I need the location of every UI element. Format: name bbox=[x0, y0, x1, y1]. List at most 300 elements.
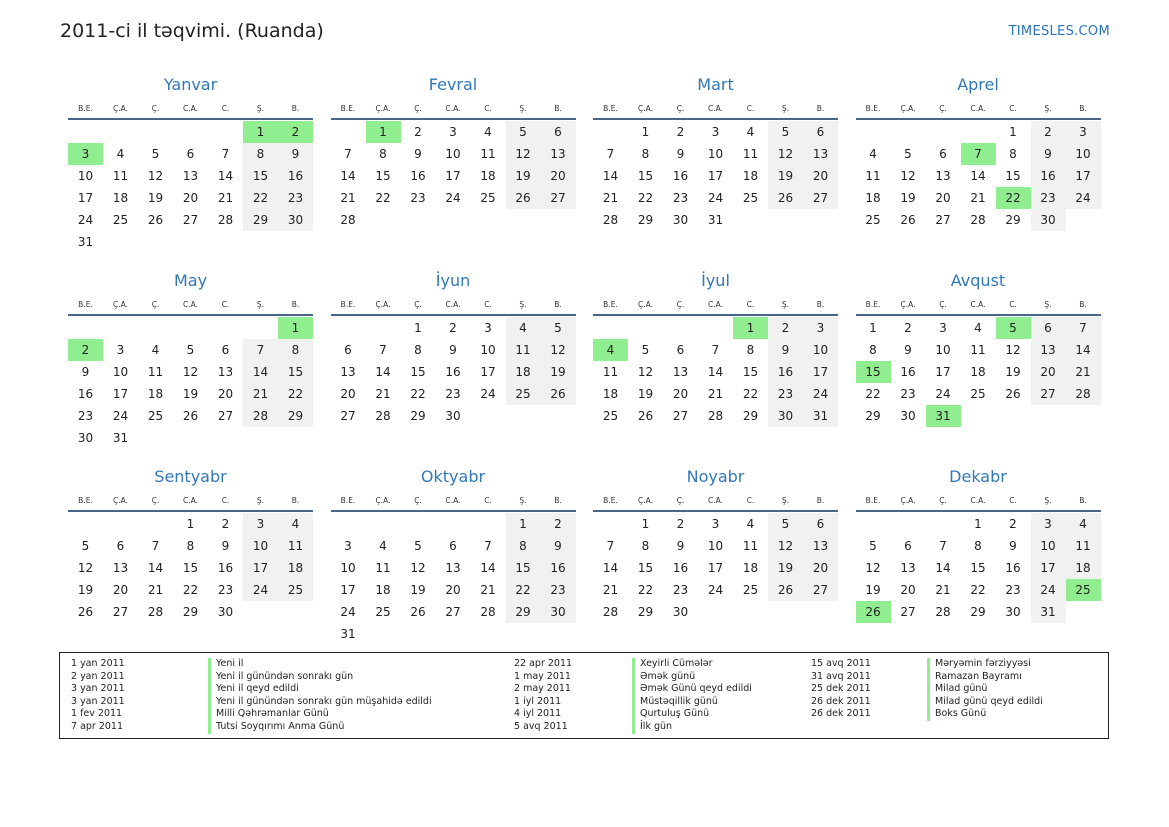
weekday-label: Ş. bbox=[781, 104, 790, 113]
weekday-label: Ş. bbox=[519, 300, 527, 309]
day-cell: 9 bbox=[768, 339, 803, 361]
day-cell: 20 bbox=[900, 583, 916, 597]
day-cell: 6 bbox=[676, 343, 685, 357]
legend-holiday-name: Yeni il günündən sonrakı gün müşahidə edildi bbox=[208, 696, 432, 709]
weekday-label: B.E. bbox=[340, 104, 356, 113]
day-cell: 24 bbox=[707, 191, 724, 205]
day-cell: 20 bbox=[445, 583, 461, 597]
weekday-label: B. bbox=[816, 104, 825, 113]
day-cell: 15 bbox=[637, 561, 654, 575]
day-cell: 30 bbox=[672, 213, 689, 227]
day-cell: 30 bbox=[541, 601, 576, 623]
day-cell: 20 bbox=[182, 191, 199, 205]
legend-date: 4 iyl 2011 bbox=[514, 708, 562, 720]
legend-holiday-name: Qurtuluş Günü bbox=[632, 708, 752, 721]
day-cell: 31 bbox=[112, 431, 129, 445]
day-cell: 30 bbox=[278, 209, 313, 231]
day-cell: 13 bbox=[803, 143, 838, 165]
empty-cell bbox=[926, 121, 961, 143]
weekday-label: C.A. bbox=[445, 496, 461, 505]
day-cell: 12 bbox=[541, 339, 576, 361]
weekday-label: B.E. bbox=[340, 496, 356, 505]
weekday-label: Ç.A. bbox=[637, 496, 653, 505]
day-cell: 18 bbox=[970, 365, 986, 379]
day-cell: 15 bbox=[742, 365, 759, 379]
holiday-day-cell: 22 bbox=[996, 187, 1031, 209]
day-cell: 21 bbox=[602, 583, 619, 597]
weekday-label: C. bbox=[746, 496, 755, 505]
day-grid bbox=[593, 121, 838, 231]
day-cell: 29 bbox=[1005, 213, 1021, 227]
day-cell: 22 bbox=[506, 579, 541, 601]
weekday-label: Ş. bbox=[256, 300, 265, 309]
day-cell: 27 bbox=[900, 605, 916, 619]
day-cell: 16 bbox=[672, 561, 689, 575]
day-cell: 14 bbox=[480, 561, 496, 575]
weekday-header bbox=[593, 490, 838, 512]
legend-date: 22 apr 2011 bbox=[514, 658, 573, 669]
day-cell: 16 bbox=[672, 169, 689, 183]
legend-date: 2 yan 2011 bbox=[71, 670, 125, 682]
day-cell: 10 bbox=[445, 147, 461, 161]
day-cell: 12 bbox=[506, 143, 541, 165]
legend-date: 26 dek 2011 bbox=[811, 708, 871, 720]
day-cell: 16 bbox=[77, 387, 94, 401]
day-cell: 6 bbox=[904, 539, 912, 553]
day-cell: 17 bbox=[77, 191, 94, 205]
day-cell: 17 bbox=[935, 365, 951, 379]
day-cell: 5 bbox=[414, 539, 422, 553]
empty-cell bbox=[593, 513, 628, 535]
empty-cell bbox=[331, 317, 366, 339]
day-cell: 15 bbox=[410, 365, 426, 379]
weekday-label: Ç.A. bbox=[112, 300, 128, 309]
empty-cell bbox=[366, 317, 401, 339]
day-cell: 17 bbox=[707, 169, 724, 183]
day-cell: 23 bbox=[278, 187, 313, 209]
day-cell: 6 bbox=[541, 121, 576, 143]
day-cell: 26 bbox=[768, 579, 803, 601]
weekday-label: C. bbox=[1009, 496, 1017, 505]
weekday-label: C.A. bbox=[445, 104, 461, 113]
weekday-label: C. bbox=[746, 104, 755, 113]
legend-name-column bbox=[927, 658, 1043, 721]
weekday-label: Ç.A. bbox=[112, 496, 128, 505]
legend-date: 25 dek 2011 bbox=[811, 683, 871, 695]
month-block bbox=[593, 268, 838, 427]
holiday-day-cell: 1 bbox=[278, 317, 313, 339]
day-cell: 29 bbox=[970, 605, 986, 619]
day-cell: 25 bbox=[278, 579, 313, 601]
weekday-label: C. bbox=[221, 300, 230, 309]
weekday-label: B. bbox=[816, 496, 825, 505]
weekday-label: B. bbox=[1079, 300, 1087, 309]
day-cell: 2 bbox=[676, 517, 685, 531]
day-cell: 12 bbox=[768, 535, 803, 557]
day-cell: 26 bbox=[410, 605, 426, 619]
month-title: Sentyabr bbox=[154, 467, 227, 486]
day-cell: 25 bbox=[742, 191, 759, 205]
day-cell: 23 bbox=[445, 387, 461, 401]
day-cell: 14 bbox=[217, 169, 234, 183]
day-cell: 7 bbox=[1066, 317, 1101, 339]
weekday-label: C. bbox=[221, 496, 230, 505]
empty-cell bbox=[698, 317, 733, 339]
weekday-label: Ç. bbox=[414, 104, 422, 113]
day-cell: 28 bbox=[340, 213, 356, 227]
weekday-label: Ç. bbox=[151, 496, 160, 505]
weekday-label: C.A. bbox=[707, 496, 723, 505]
holiday-day-cell: 1 bbox=[733, 317, 768, 339]
day-cell: 24 bbox=[340, 605, 356, 619]
day-cell: 21 bbox=[480, 583, 496, 597]
weekday-label: B. bbox=[291, 300, 300, 309]
day-grid bbox=[331, 317, 576, 427]
day-cell: 13 bbox=[340, 365, 356, 379]
day-cell: 24 bbox=[1066, 187, 1101, 209]
day-cell: 10 bbox=[480, 343, 496, 357]
day-cell: 31 bbox=[1031, 601, 1066, 623]
day-cell: 24 bbox=[77, 213, 94, 227]
weekday-label: B. bbox=[1079, 496, 1087, 505]
day-cell: 10 bbox=[935, 343, 951, 357]
weekday-label: Ç. bbox=[939, 104, 947, 113]
day-cell: 4 bbox=[746, 125, 755, 139]
day-grid bbox=[331, 121, 576, 231]
day-cell: 1 bbox=[641, 517, 650, 531]
day-cell: 17 bbox=[707, 561, 724, 575]
empty-cell bbox=[961, 121, 996, 143]
weekday-label: Ş. bbox=[1044, 104, 1052, 113]
day-cell: 12 bbox=[768, 143, 803, 165]
brand-link[interactable]: TIMESLES.COM bbox=[1008, 24, 1110, 39]
day-cell: 26 bbox=[506, 187, 541, 209]
day-cell: 7 bbox=[344, 147, 352, 161]
empty-cell bbox=[138, 317, 173, 339]
day-cell: 6 bbox=[116, 539, 125, 553]
day-cell: 20 bbox=[803, 557, 838, 579]
empty-cell bbox=[926, 513, 961, 535]
day-grid bbox=[856, 121, 1101, 231]
day-cell: 27 bbox=[112, 605, 129, 619]
day-cell: 26 bbox=[1005, 387, 1021, 401]
legend-date: 5 avq 2011 bbox=[514, 720, 568, 732]
day-cell: 13 bbox=[182, 169, 199, 183]
empty-cell bbox=[173, 121, 208, 143]
day-cell: 19 bbox=[637, 387, 654, 401]
day-cell: 20 bbox=[672, 387, 689, 401]
day-cell: 2 bbox=[541, 513, 576, 535]
weekday-label: Ç.A. bbox=[375, 496, 391, 505]
day-cell: 21 bbox=[340, 191, 356, 205]
empty-cell bbox=[208, 317, 243, 339]
day-cell: 19 bbox=[506, 165, 541, 187]
legend-holiday-name: Əmək günü bbox=[632, 671, 752, 684]
day-cell: 18 bbox=[278, 557, 313, 579]
weekday-label: C. bbox=[1009, 300, 1017, 309]
day-cell: 6 bbox=[344, 343, 352, 357]
day-cell: 5 bbox=[541, 317, 576, 339]
day-cell: 14 bbox=[243, 361, 278, 383]
day-cell: 7 bbox=[151, 539, 160, 553]
day-cell: 8 bbox=[869, 343, 877, 357]
day-cell: 30 bbox=[900, 409, 916, 423]
day-cell: 18 bbox=[742, 169, 759, 183]
day-cell: 19 bbox=[147, 191, 164, 205]
weekday-label: Ş. bbox=[1044, 496, 1052, 505]
weekday-label: Ş. bbox=[519, 496, 527, 505]
day-cell: 1 bbox=[414, 321, 422, 335]
day-cell: 14 bbox=[970, 169, 986, 183]
day-cell: 30 bbox=[1005, 605, 1021, 619]
weekday-label: Ç.A. bbox=[900, 104, 916, 113]
day-grid bbox=[68, 121, 313, 253]
day-cell: 29 bbox=[865, 409, 881, 423]
day-cell: 10 bbox=[340, 561, 356, 575]
day-cell: 8 bbox=[746, 343, 755, 357]
day-cell: 16 bbox=[768, 361, 803, 383]
day-cell: 9 bbox=[676, 147, 685, 161]
day-cell: 25 bbox=[742, 583, 759, 597]
day-cell: 8 bbox=[1009, 147, 1017, 161]
weekday-label: Ş. bbox=[781, 496, 790, 505]
day-cell: 6 bbox=[803, 121, 838, 143]
day-cell: 16 bbox=[278, 165, 313, 187]
day-cell: 8 bbox=[506, 535, 541, 557]
day-cell: 1 bbox=[1009, 125, 1017, 139]
day-cell: 10 bbox=[112, 365, 129, 379]
day-grid bbox=[68, 317, 313, 449]
day-cell: 18 bbox=[865, 191, 881, 205]
weekday-label: C. bbox=[484, 104, 492, 113]
day-cell: 9 bbox=[414, 147, 422, 161]
day-cell: 5 bbox=[81, 539, 90, 553]
day-cell: 13 bbox=[217, 365, 234, 379]
day-cell: 19 bbox=[77, 583, 94, 597]
day-cell: 24 bbox=[112, 409, 129, 423]
day-cell: 13 bbox=[803, 535, 838, 557]
weekday-label: Ç. bbox=[676, 104, 685, 113]
weekday-label: Ş. bbox=[256, 496, 265, 505]
day-cell: 13 bbox=[1031, 339, 1066, 361]
day-cell: 24 bbox=[243, 579, 278, 601]
holiday-day-cell: 1 bbox=[243, 121, 278, 143]
day-cell: 10 bbox=[77, 169, 94, 183]
day-cell: 10 bbox=[243, 535, 278, 557]
weekday-label: B.E. bbox=[78, 300, 93, 309]
day-cell: 26 bbox=[147, 213, 164, 227]
day-cell: 24 bbox=[445, 191, 461, 205]
day-cell: 2 bbox=[676, 125, 685, 139]
day-cell: 3 bbox=[1031, 513, 1066, 535]
weekday-label: Ç. bbox=[676, 496, 685, 505]
day-cell: 9 bbox=[449, 343, 457, 357]
day-cell: 5 bbox=[869, 539, 877, 553]
day-cell: 23 bbox=[410, 191, 426, 205]
day-cell: 3 bbox=[711, 517, 720, 531]
day-cell: 16 bbox=[1005, 561, 1021, 575]
day-cell: 20 bbox=[1031, 361, 1066, 383]
day-cell: 8 bbox=[414, 343, 422, 357]
weekday-label: B.E. bbox=[865, 496, 881, 505]
day-cell: 29 bbox=[410, 409, 426, 423]
day-cell: 26 bbox=[541, 383, 576, 405]
day-cell: 11 bbox=[602, 365, 619, 379]
legend-holiday-name: Yeni il bbox=[208, 658, 432, 671]
empty-cell bbox=[663, 317, 698, 339]
day-cell: 18 bbox=[602, 387, 619, 401]
day-cell: 21 bbox=[602, 191, 619, 205]
day-cell: 19 bbox=[182, 387, 199, 401]
day-cell: 5 bbox=[904, 147, 912, 161]
day-cell: 17 bbox=[340, 583, 356, 597]
weekday-label: C.A. bbox=[970, 300, 986, 309]
day-cell: 7 bbox=[939, 539, 947, 553]
day-cell: 11 bbox=[112, 169, 129, 183]
month-title: Dekabr bbox=[949, 467, 1007, 486]
legend-date-column bbox=[811, 658, 871, 721]
day-cell: 22 bbox=[637, 583, 654, 597]
day-cell: 27 bbox=[672, 409, 689, 423]
legend-date: 1 yan 2011 bbox=[71, 658, 125, 669]
weekday-label: Ç. bbox=[151, 104, 160, 113]
day-cell: 28 bbox=[602, 605, 619, 619]
weekday-header bbox=[856, 98, 1101, 120]
day-cell: 5 bbox=[506, 121, 541, 143]
empty-cell bbox=[243, 317, 278, 339]
day-cell: 2 bbox=[904, 321, 912, 335]
day-cell: 28 bbox=[480, 605, 496, 619]
day-cell: 19 bbox=[865, 583, 881, 597]
day-cell: 17 bbox=[243, 557, 278, 579]
day-cell: 12 bbox=[637, 365, 654, 379]
day-cell: 3 bbox=[711, 125, 720, 139]
day-cell: 4 bbox=[746, 517, 755, 531]
empty-cell bbox=[173, 317, 208, 339]
day-cell: 15 bbox=[375, 169, 391, 183]
weekday-label: B.E. bbox=[865, 300, 881, 309]
day-cell: 5 bbox=[641, 343, 650, 357]
legend-date-column bbox=[71, 658, 125, 734]
day-cell: 3 bbox=[939, 321, 947, 335]
day-cell: 15 bbox=[1005, 169, 1021, 183]
day-cell: 19 bbox=[768, 165, 803, 187]
day-cell: 13 bbox=[445, 561, 461, 575]
empty-cell bbox=[103, 121, 138, 143]
weekday-label: Ç.A. bbox=[375, 104, 391, 113]
empty-cell bbox=[331, 513, 366, 535]
weekday-label: C.A. bbox=[970, 104, 986, 113]
weekday-label: Ş. bbox=[781, 300, 790, 309]
day-cell: 23 bbox=[1005, 583, 1021, 597]
day-cell: 31 bbox=[803, 405, 838, 427]
day-cell: 25 bbox=[602, 409, 619, 423]
weekday-label: B.E. bbox=[340, 300, 356, 309]
weekday-label: C. bbox=[746, 300, 755, 309]
day-cell: 1 bbox=[186, 517, 195, 531]
day-cell: 29 bbox=[506, 601, 541, 623]
day-cell: 21 bbox=[217, 191, 234, 205]
day-cell: 2 bbox=[1009, 517, 1017, 531]
day-cell: 14 bbox=[935, 561, 951, 575]
weekday-label: C. bbox=[221, 104, 230, 113]
day-cell: 28 bbox=[375, 409, 391, 423]
legend-holiday-name: Ramazan Bayramı bbox=[927, 671, 1043, 684]
day-cell: 23 bbox=[217, 583, 234, 597]
legend-date: 1 iyl 2011 bbox=[514, 695, 562, 707]
day-cell: 9 bbox=[81, 365, 90, 379]
legend-date: 31 avq 2011 bbox=[811, 670, 871, 682]
month-block bbox=[856, 72, 1101, 231]
weekday-label: Ç. bbox=[414, 300, 422, 309]
legend-holiday-name: Tutsi Soyqırımı Anma Günü bbox=[208, 721, 432, 734]
day-cell: 8 bbox=[278, 339, 313, 361]
day-cell: 4 bbox=[869, 147, 877, 161]
holiday-day-cell: 31 bbox=[926, 405, 961, 427]
day-cell: 22 bbox=[375, 191, 391, 205]
day-cell: 30 bbox=[445, 409, 461, 423]
day-cell: 30 bbox=[768, 405, 803, 427]
day-cell: 21 bbox=[707, 387, 724, 401]
day-cell: 3 bbox=[243, 513, 278, 535]
day-cell: 7 bbox=[221, 147, 230, 161]
empty-cell bbox=[593, 121, 628, 143]
day-cell: 8 bbox=[379, 147, 387, 161]
day-cell: 12 bbox=[77, 561, 94, 575]
day-cell: 23 bbox=[1031, 187, 1066, 209]
day-cell: 23 bbox=[541, 579, 576, 601]
weekday-label: C.A. bbox=[970, 496, 986, 505]
empty-cell bbox=[68, 121, 103, 143]
empty-cell bbox=[471, 513, 506, 535]
day-cell: 15 bbox=[243, 165, 278, 187]
month-title: İyul bbox=[701, 271, 730, 290]
day-cell: 16 bbox=[410, 169, 426, 183]
day-cell: 22 bbox=[742, 387, 759, 401]
day-cell: 18 bbox=[506, 361, 541, 383]
empty-cell bbox=[401, 513, 436, 535]
day-cell: 27 bbox=[217, 409, 234, 423]
weekday-label: B.E. bbox=[603, 300, 618, 309]
weekday-header bbox=[68, 490, 313, 512]
empty-cell bbox=[628, 317, 663, 339]
day-cell: 3 bbox=[116, 343, 125, 357]
day-cell: 21 bbox=[935, 583, 951, 597]
weekday-label: B. bbox=[816, 300, 825, 309]
day-cell: 27 bbox=[803, 579, 838, 601]
day-cell: 17 bbox=[1066, 165, 1101, 187]
month-block bbox=[593, 464, 838, 623]
day-cell: 20 bbox=[803, 165, 838, 187]
day-cell: 15 bbox=[182, 561, 199, 575]
day-cell: 18 bbox=[1066, 557, 1101, 579]
day-cell: 31 bbox=[340, 627, 356, 641]
day-cell: 28 bbox=[970, 213, 986, 227]
day-cell: 22 bbox=[865, 387, 881, 401]
day-cell: 14 bbox=[1066, 339, 1101, 361]
legend-holiday-name: Məryəmin fərziyyəsi bbox=[927, 658, 1043, 671]
day-cell: 14 bbox=[340, 169, 356, 183]
day-cell: 30 bbox=[672, 605, 689, 619]
day-cell: 17 bbox=[445, 169, 461, 183]
day-cell: 17 bbox=[112, 387, 129, 401]
weekday-label: B. bbox=[1079, 104, 1087, 113]
day-cell: 15 bbox=[637, 169, 654, 183]
day-cell: 3 bbox=[344, 539, 352, 553]
day-cell: 31 bbox=[77, 235, 94, 249]
weekday-label: B. bbox=[291, 496, 300, 505]
day-cell: 26 bbox=[77, 605, 94, 619]
